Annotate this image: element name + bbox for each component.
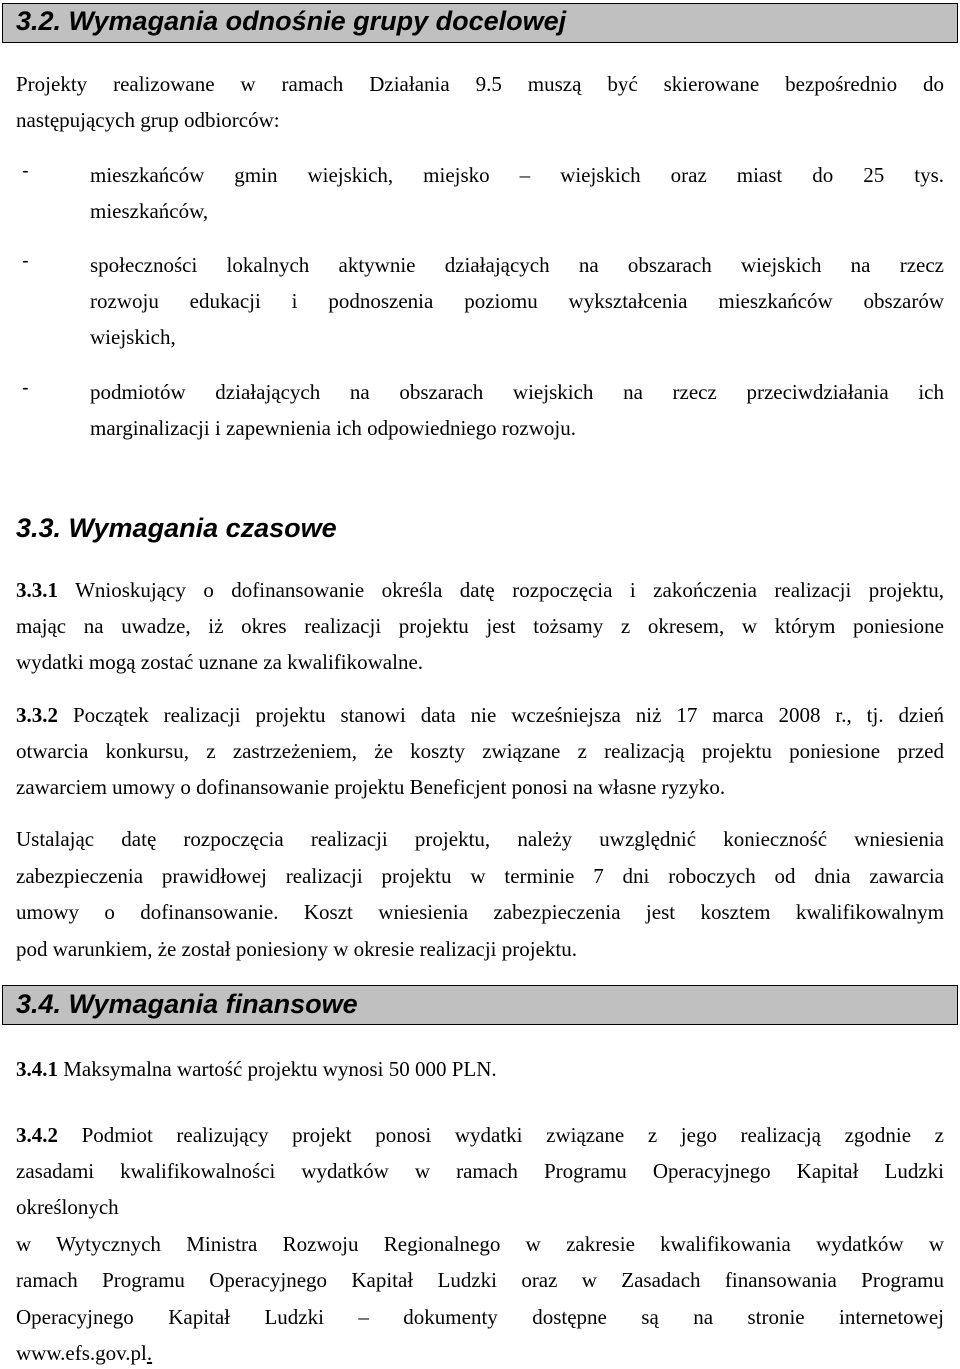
bullet-dash: -	[22, 250, 29, 272]
paragraph-text: Wnioskujący o dofinansowanie określa datę rozpoczęcia i zakończenia realizacji projektu,	[75, 578, 944, 602]
intro-line: Projekty realizowane w ramach Działania 9.5 muszą być skierowane bezpośrednio do	[16, 72, 944, 96]
paragraph-text: Maksymalna wartość projektu wynosi 50 000 PLN.	[63, 1057, 497, 1081]
paragraph-line	[16, 1341, 944, 1365]
bullet-text: podmiotów działających na obszarach wiejskich na rzecz przeciwdziałania ich	[90, 380, 944, 404]
paragraph-line: określonych	[16, 1195, 119, 1219]
bullet-text: marginalizacji i zapewnienia ich odpowiedniego rozwoju.	[90, 416, 576, 440]
bullet-text: wiejskich,	[90, 325, 176, 349]
bullet-dash: -	[22, 160, 29, 182]
paragraph-number: 3.3.2	[16, 703, 58, 727]
efs-link[interactable]: www.efs.gov.pl	[16, 1341, 147, 1365]
paragraph-text: Podmiot realizujący projekt ponosi wydatki związane z jego realizacją zgodnie z	[81, 1123, 945, 1147]
bullet-text: mieszkańców,	[90, 199, 209, 223]
paragraph-number: 3.3.1	[16, 578, 58, 602]
bullet-dash: -	[22, 377, 29, 399]
paragraph-line: w Wytycznych Ministra Rozwoju Regionalnego w zakresie kwalifikowania wydatków w	[16, 1232, 944, 1256]
paragraph-line	[16, 1123, 944, 1147]
intro-line: następujących grup odbiorców:	[16, 108, 280, 132]
paragraph-line: umowy o dofinansowanie. Koszt wniesienia zabezpieczenia jest kosztem kwalifikowalnym	[16, 900, 944, 924]
section-3-2-heading: 3.2. Wymagania odnośnie grupy docelowej	[16, 6, 567, 36]
paragraph-line: wydatki mogą zostać uznane za kwalifikowalne.	[16, 650, 424, 674]
paragraph-line: zawarciem umowy o dofinansowanie projektu Beneficjent ponosi na własne ryzyko.	[16, 775, 726, 799]
paragraph-line: ramach Programu Operacyjnego Kapitał Ludzki oraz w Zasadach finansowania Programu	[16, 1268, 944, 1292]
bullet-text: społeczności lokalnych aktywnie działających na obszarach wiejskich na rzecz	[90, 253, 944, 277]
paragraph-line: otwarcia konkursu, z zastrzeżeniem, że koszty związane z realizacją projektu poniesione przed	[16, 739, 944, 763]
paragraph-line: Ustalając datę rozpoczęcia realizacji projektu, należy uwzględnić konieczność wniesienia	[16, 827, 944, 851]
bullet-text: rozwoju edukacji i podnoszenia poziomu wykształcenia mieszkańców obszarów	[90, 289, 944, 313]
paragraph-line: Operacyjnego Kapitał Ludzki – dokumenty dostępne są na stronie internetowej	[16, 1305, 944, 1329]
section-3-4-heading: 3.4. Wymagania finansowe	[16, 989, 358, 1019]
paragraph-text: Początek realizacji projektu stanowi data nie wcześniejsza niż 17 marca 2008 r., tj. dzień	[72, 703, 945, 727]
paragraph-line: pod warunkiem, że został poniesiony w okresie realizacji projektu.	[16, 937, 577, 961]
sentence-end: .	[146, 1341, 153, 1365]
section-3-3-heading: 3.3. Wymagania czasowe	[16, 513, 337, 543]
paragraph-line	[16, 703, 944, 727]
paragraph-number: 3.4.1	[16, 1057, 58, 1081]
paragraph-line: mając na uwadze, iż okres realizacji projektu jest tożsamy z okresem, w którym poniesione	[16, 614, 944, 638]
paragraph-line	[16, 578, 944, 602]
paragraph-line: zabezpieczenia prawidłowej realizacji projektu w terminie 7 dni roboczych od dnia zawarcia	[16, 864, 944, 888]
paragraph-line: zasadami kwalifikowalności wydatków w ramach Programu Operacyjnego Kapitał Ludzki	[16, 1159, 944, 1183]
paragraph-number: 3.4.2	[16, 1123, 58, 1147]
paragraph-line	[16, 1057, 944, 1081]
bullet-text: mieszkańców gmin wiejskich, miejsko – wiejskich oraz miast do 25 tys.	[90, 163, 944, 187]
